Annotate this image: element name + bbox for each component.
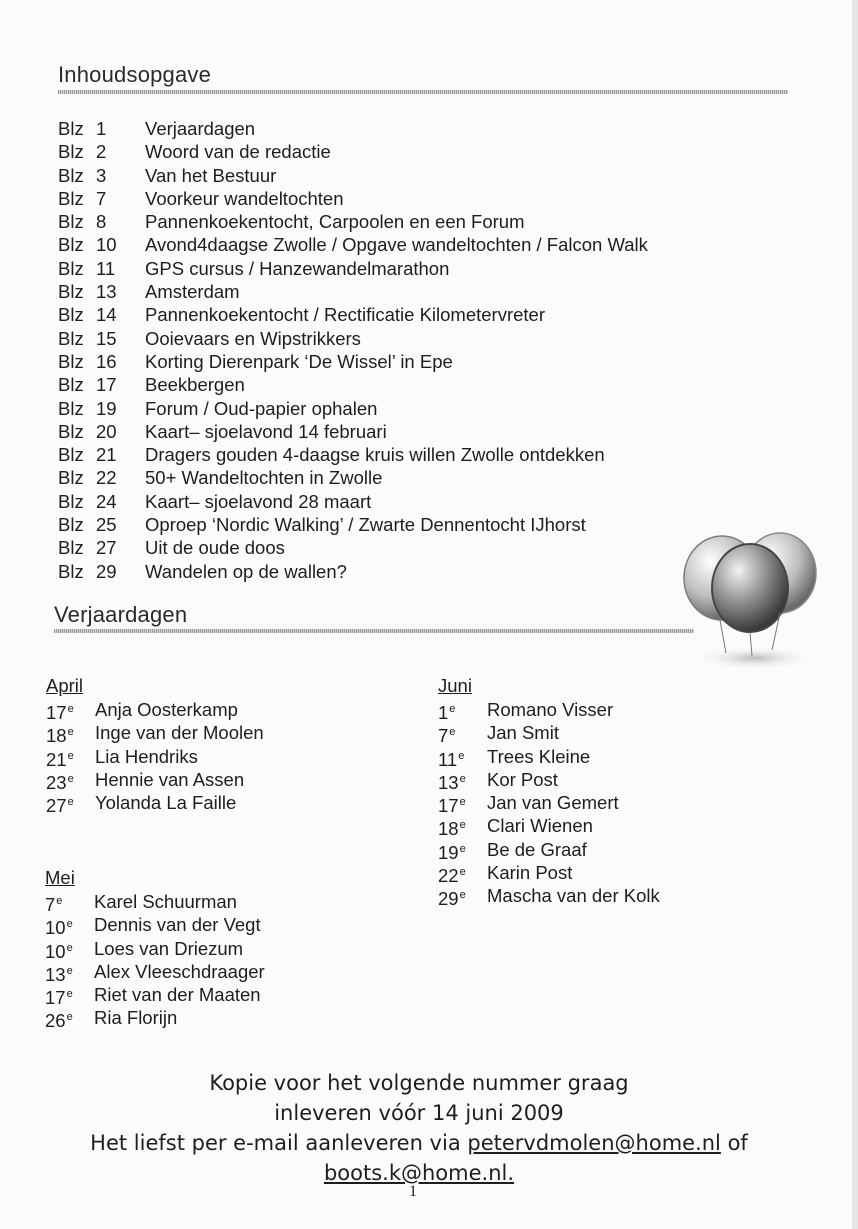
birthday-entry — [438, 768, 818, 791]
toc-page-number: 21 — [96, 444, 117, 466]
ordinal-suffix: e — [459, 796, 466, 809]
toc-blz-label: Blz — [58, 281, 84, 303]
ordinal-suffix: e — [67, 772, 74, 785]
ordinal-suffix: e — [67, 703, 74, 715]
birthday-day-number: 7 — [438, 725, 449, 747]
ordinal-suffix: e — [66, 988, 73, 1001]
toc-page-number: 20 — [96, 420, 117, 442]
toc-entry-title: Korting Dierenpark ‘De Wissel’ in Epe — [145, 350, 453, 372]
toc-page-number: 15 — [96, 327, 117, 349]
toc-entry-title: Van het Bestuur — [145, 164, 277, 186]
ordinal-suffix: e — [67, 796, 74, 809]
toc-page-number: 3 — [96, 164, 107, 186]
birthday-name: Be de Graaf — [487, 838, 587, 860]
birthday-entry — [45, 960, 425, 983]
ordinal-suffix: e — [459, 842, 466, 855]
birthday-entry — [438, 698, 818, 721]
toc-entry-title: Kaart– sjoelavond 14 februari — [145, 420, 387, 442]
toc-entry-title: Voorkeur wandeltochten — [145, 187, 344, 209]
toc-entry-title: GPS cursus / Hanzewandelmarathon — [145, 257, 450, 279]
ordinal-suffix: e — [66, 941, 73, 954]
toc-blz-label: Blz — [58, 374, 84, 396]
toc-blz-label: Blz — [58, 444, 84, 466]
toc-page-number: 10 — [96, 234, 117, 256]
toc-blz-label: Blz — [58, 467, 84, 489]
toc-page-number: 25 — [96, 514, 117, 536]
toc-page-number: 7 — [96, 187, 107, 209]
birthday-day-number: 18 — [46, 725, 67, 747]
toc-entry — [58, 210, 778, 233]
birthday-name: Dennis van der Vegt — [94, 914, 261, 936]
toc-blz-label: Blz — [58, 514, 84, 536]
birthday-day-number: 10 — [45, 940, 66, 962]
ordinal-suffix: e — [459, 819, 466, 832]
ordinal-suffix: e — [449, 703, 456, 715]
footer-line-3-suffix: of — [720, 1131, 748, 1155]
month-name: Juni — [438, 675, 472, 696]
table-of-contents — [58, 117, 778, 583]
birthday-entry — [45, 983, 425, 1009]
ordinal-suffix: e — [459, 889, 466, 902]
toc-entry — [58, 280, 778, 303]
toc-blz-label: Blz — [58, 327, 84, 349]
birthday-entry — [438, 861, 818, 887]
birthday-name: Inge van der Moolen — [95, 722, 264, 744]
birthday-entry — [45, 1006, 425, 1032]
ordinal-suffix: e — [449, 726, 456, 739]
toc-entry — [58, 443, 778, 466]
toc-entry-title: Uit de oude doos — [145, 537, 285, 559]
month-name: Mei — [45, 867, 75, 888]
birthdays-heading-rule — [54, 629, 694, 633]
toc-page-number: 14 — [96, 304, 117, 326]
toc-blz-label: Blz — [58, 397, 84, 419]
birthday-day-number: 13 — [45, 963, 66, 985]
toc-page-number: 11 — [96, 257, 116, 279]
birthday-name: Jan Smit — [487, 722, 559, 744]
toc-entry-title: Kaart– sjoelavond 28 maart — [145, 490, 372, 512]
toc-entry — [58, 140, 778, 163]
birthday-day — [438, 884, 486, 910]
toc-entry — [58, 490, 778, 513]
birthday-day-number: 22 — [438, 865, 459, 887]
toc-page-number: 17 — [96, 374, 117, 396]
birthday-day-number: 13 — [438, 771, 459, 793]
toc-entry-title: Pannenkoekentocht, Carpoolen en een Forum — [145, 211, 525, 233]
toc-page-number: 22 — [96, 467, 117, 489]
birthday-day-number: 17 — [45, 987, 66, 1009]
birthday-entry — [46, 768, 426, 791]
footer-line-3 — [0, 1128, 838, 1158]
toc-entry — [58, 327, 778, 350]
toc-page-number: 2 — [96, 141, 107, 163]
ordinal-suffix: e — [459, 772, 466, 785]
toc-entry — [58, 233, 778, 256]
birthday-entry — [438, 721, 818, 747]
birthday-name: Yolanda La Faille — [95, 792, 237, 814]
toc-blz-label: Blz — [58, 350, 84, 372]
ordinal-suffix: e — [56, 895, 63, 907]
email-link-1[interactable]: petervdmolen@home.nl — [467, 1131, 721, 1155]
birthday-day — [46, 791, 94, 817]
toc-blz-label: Blz — [58, 304, 84, 326]
birthday-entry — [438, 791, 818, 817]
birthday-entry — [438, 814, 818, 840]
month-name: April — [46, 675, 84, 696]
toc-entry — [58, 257, 778, 280]
footer-line-3-prefix: Het liefst per e-mail aanleveren via — [90, 1131, 468, 1155]
birthday-day-number: 10 — [45, 917, 66, 939]
toc-entry-title: Forum / Oud-papier ophalen — [145, 397, 378, 419]
birthday-day — [45, 1006, 93, 1032]
toc-entry — [58, 536, 778, 559]
page-number: 1 — [409, 1183, 417, 1200]
birthday-day-number: 7 — [45, 894, 56, 915]
birthday-day-number: 23 — [46, 771, 67, 793]
birthday-entry — [45, 937, 425, 960]
toc-blz-label: Blz — [58, 420, 84, 442]
toc-heading-rule — [58, 90, 788, 94]
birthday-name: Mascha van der Kolk — [487, 885, 660, 907]
toc-entry — [58, 560, 778, 583]
ordinal-suffix: e — [67, 726, 74, 739]
toc-entry-title: Amsterdam — [145, 281, 240, 303]
toc-blz-label: Blz — [58, 490, 84, 512]
birthday-entry — [438, 838, 818, 861]
toc-blz-label: Blz — [58, 164, 84, 186]
ordinal-suffix: e — [459, 866, 466, 879]
birthday-entry — [46, 791, 426, 817]
toc-entry — [58, 513, 778, 536]
birthday-day-number: 29 — [438, 888, 459, 910]
toc-entry-title: Woord van de redactie — [145, 141, 331, 163]
balloons-icon — [680, 528, 820, 673]
toc-entry — [58, 350, 778, 373]
toc-entry — [58, 420, 778, 443]
email-link-2[interactable]: boots.k@home.nl. — [323, 1161, 515, 1185]
birthday-entry — [45, 890, 425, 913]
birthday-entry — [46, 721, 426, 747]
toc-blz-label: Blz — [58, 257, 84, 279]
toc-entry — [58, 164, 778, 187]
toc-page-number: 1 — [96, 118, 107, 139]
birthday-entry — [45, 913, 425, 939]
ordinal-suffix: e — [458, 749, 465, 762]
birthday-entry — [46, 745, 426, 768]
footer-line-1: Kopie voor het volgende nummer graag — [209, 1071, 629, 1095]
birthday-day-number: 21 — [46, 748, 67, 770]
toc-entry — [58, 187, 778, 210]
toc-blz-label: Blz — [58, 537, 84, 559]
toc-blz-label: Blz — [58, 118, 84, 139]
toc-entry-title: Dragers gouden 4-daagse kruis willen Zwolle ontdekken — [145, 444, 605, 466]
birthday-entry — [46, 698, 426, 721]
toc-blz-label: Blz — [58, 141, 84, 163]
toc-page-number: 13 — [96, 281, 117, 303]
birthday-name: Hennie van Assen — [95, 768, 245, 790]
toc-blz-label: Blz — [58, 560, 84, 582]
toc-entry-title: Verjaardagen — [145, 118, 256, 139]
footer-notice — [0, 1068, 838, 1188]
toc-entry-title: Wandelen op de wallen? — [145, 560, 347, 582]
month-juni — [438, 674, 818, 908]
toc-page-number: 16 — [96, 350, 117, 372]
birthday-day-number: 19 — [438, 841, 459, 863]
birthday-name: Romano Visser — [487, 699, 614, 720]
toc-entry-title: 50+ Wandeltochten in Zwolle — [145, 467, 383, 489]
toc-entry — [58, 373, 778, 396]
toc-page-number: 27 — [96, 537, 117, 559]
birthday-entry — [438, 884, 818, 910]
birthday-name: Anja Oosterkamp — [95, 699, 238, 720]
toc-page-number: 8 — [96, 211, 107, 233]
birthday-day-number: 17 — [438, 795, 459, 817]
birthday-name: Kor Post — [487, 768, 558, 790]
toc-entry-title: Avond4daagse Zwolle / Opgave wandeltochten / Falcon Walk — [145, 234, 648, 256]
toc-heading: Inhoudsopgave — [58, 62, 212, 87]
birthday-day-number: 11 — [438, 748, 458, 770]
ordinal-suffix: e — [67, 749, 74, 762]
toc-entry — [58, 303, 778, 326]
toc-blz-label: Blz — [58, 211, 84, 233]
birthday-day-number: 26 — [45, 1010, 66, 1032]
toc-entry-title: Beekbergen — [145, 374, 245, 396]
birthday-name: Loes van Driezum — [94, 937, 244, 959]
birthday-name: Jan van Gemert — [487, 792, 619, 814]
month-april — [46, 674, 426, 817]
ordinal-suffix: e — [66, 964, 73, 977]
toc-page-number: 19 — [96, 397, 117, 419]
birthday-name: Clari Wienen — [487, 815, 593, 837]
birthday-name: Lia Hendriks — [95, 745, 198, 767]
birthday-entry — [438, 745, 818, 768]
toc-entry-title: Pannenkoekentocht / Rectificatie Kilometervreter — [145, 304, 546, 326]
page-edge-shadow — [852, 0, 858, 1229]
toc-page-number: 29 — [96, 560, 117, 582]
birthday-name: Riet van der Maaten — [94, 984, 261, 1006]
birthday-day-number: 18 — [438, 818, 459, 840]
toc-entry — [58, 117, 778, 140]
ordinal-suffix: e — [66, 918, 73, 931]
month-mei — [45, 866, 425, 1030]
birthday-name: Alex Vleeschdraager — [94, 960, 265, 982]
birthday-day-number: 1 — [438, 702, 449, 723]
toc-blz-label: Blz — [58, 234, 84, 256]
toc-entry — [58, 466, 778, 489]
toc-page-number: 24 — [96, 490, 117, 512]
toc-blz-label: Blz — [58, 187, 84, 209]
toc-entry-title: Ooievaars en Wipstrikkers — [145, 327, 361, 349]
ordinal-suffix: e — [66, 1011, 73, 1024]
birthday-name: Karel Schuurman — [94, 891, 237, 912]
footer-line-2: inleveren vóór 14 juni 2009 — [274, 1101, 564, 1125]
birthday-name: Karin Post — [487, 862, 573, 884]
birthday-day-number: 27 — [46, 795, 67, 817]
toc-entry — [58, 397, 778, 420]
birthdays-heading: Verjaardagen — [54, 602, 188, 627]
toc-entry-title: Oproep ‘Nordic Walking’ / Zwarte Dennentocht IJhorst — [145, 514, 586, 536]
birthday-day-number: 17 — [46, 702, 67, 723]
birthday-name: Ria Florijn — [94, 1007, 178, 1029]
birthday-name: Trees Kleine — [487, 745, 591, 767]
